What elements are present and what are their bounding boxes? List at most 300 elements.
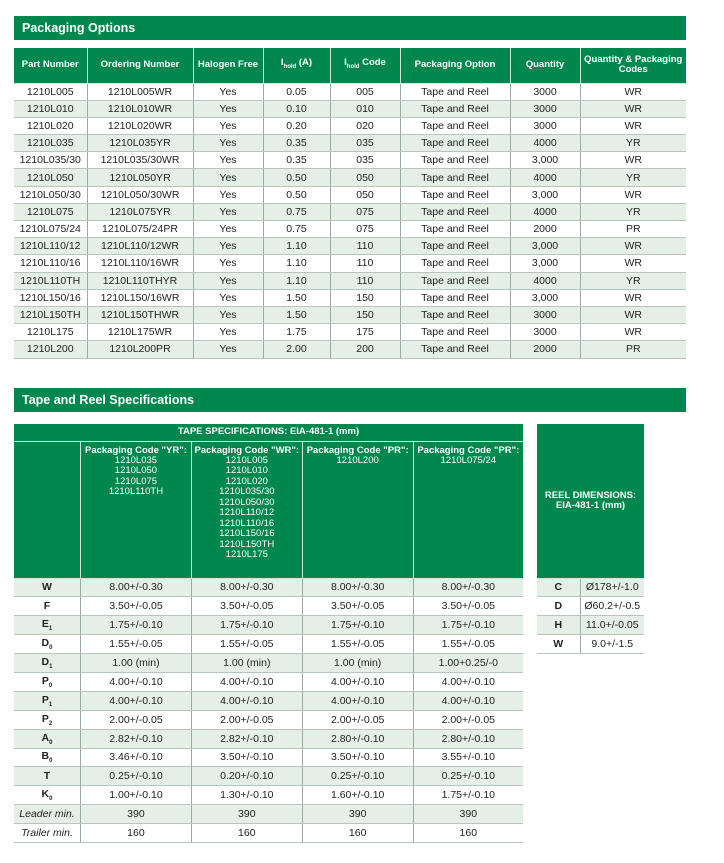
table-cell: YR [580, 272, 686, 289]
table-cell: WR [580, 83, 686, 100]
parameter-label [14, 805, 81, 824]
table-cell: 1.30+/-0.10 [191, 786, 302, 805]
table-cell: 1.55+/-0.05 [413, 635, 523, 654]
parameter-label: C [537, 578, 580, 597]
parameter-subscript: 0 [49, 758, 53, 765]
table-cell: 1.60+/-0.10 [302, 786, 413, 805]
table-row [14, 635, 523, 654]
table-cell: 1.75+/-0.10 [413, 786, 523, 805]
table-row [14, 672, 523, 691]
table-row [14, 221, 686, 238]
table-cell: 1210L050/30WR [87, 186, 193, 203]
table-cell: 0.50 [263, 186, 330, 203]
table-cell: WR [580, 152, 686, 169]
parameter-label [14, 597, 81, 616]
table-cell: 1210L150THWR [87, 306, 193, 323]
table-cell: 4000 [510, 203, 580, 220]
table-cell: 3000 [510, 306, 580, 323]
packaging-code-label: Packaging Code "YR": [84, 444, 187, 456]
table-cell: 0.25+/-0.10 [302, 767, 413, 786]
table-cell: 2.82+/-0.10 [81, 729, 192, 748]
part-number: 1210L035 [114, 454, 158, 466]
table-cell: Tape and Reel [400, 238, 510, 255]
table-cell: Yes [193, 152, 263, 169]
table-cell: 11.0+/-0.05 [580, 616, 644, 635]
part-number: 1210L050 [114, 465, 158, 476]
table-cell: 005 [330, 83, 400, 100]
table-row [14, 117, 686, 134]
table-cell: Yes [193, 117, 263, 134]
table-cell: 1.00+0.25/-0 [413, 654, 523, 673]
table-cell: YR [580, 203, 686, 220]
table-cell: Yes [193, 272, 263, 289]
table-cell: 1210L075/24PR [87, 221, 193, 238]
parameter-subscript: 2 [48, 720, 53, 727]
table-cell: 3,000 [510, 186, 580, 203]
table-cell: 1.75+/-0.10 [302, 616, 413, 635]
table-cell: Yes [193, 221, 263, 238]
table-cell: 3,000 [510, 255, 580, 272]
table-cell: Tape and Reel [400, 341, 510, 358]
table-cell: WR [580, 117, 686, 134]
table-cell: 1210L110/12 [14, 238, 87, 255]
table-cell: 1210L110/16WR [87, 255, 193, 272]
table-row [14, 324, 686, 341]
table-cell: 3000 [510, 83, 580, 100]
table-cell: WR [580, 238, 686, 255]
part-number: 1210L110/16 [219, 517, 275, 529]
table-cell: Yes [193, 169, 263, 186]
table-cell: 0.35 [263, 135, 330, 152]
table-cell: 0.20+/-0.10 [191, 767, 302, 786]
parameter-symbol: P [41, 693, 49, 706]
table-cell: 3.55+/-0.10 [413, 748, 523, 767]
table-cell: 390 [81, 805, 192, 824]
part-number: 1210L150TH [219, 538, 275, 550]
table-row [537, 578, 644, 597]
packaging-code-header [302, 441, 413, 578]
table-cell: 1210L075YR [87, 203, 193, 220]
table-row [14, 748, 523, 767]
table-cell: 1210L200 [14, 341, 87, 358]
table-cell: 1.75 [263, 324, 330, 341]
parameter-symbol: E [41, 618, 49, 631]
table-row [14, 691, 523, 710]
table-cell: Tape and Reel [400, 135, 510, 152]
table-cell: 3.50+/-0.05 [413, 597, 523, 616]
table-cell: WR [580, 306, 686, 323]
table-cell: 175 [330, 324, 400, 341]
parameter-symbol: Trailer min. [21, 827, 73, 840]
table-cell: 0.05 [263, 83, 330, 100]
part-number: 1210L005 [225, 454, 268, 466]
table-cell: YR [580, 169, 686, 186]
column-header: Packaging Option [400, 48, 510, 83]
table-cell: WR [580, 289, 686, 306]
table-cell: 0.25+/-0.10 [413, 767, 523, 786]
table-cell: 4.00+/-0.10 [413, 691, 523, 710]
table-cell: 1210L035/30WR [87, 152, 193, 169]
table-row [14, 710, 523, 729]
table-cell: 9.0+/-1.5 [580, 635, 644, 654]
table-row [14, 169, 686, 186]
table-cell: Ø178+/-1.0 [580, 578, 644, 597]
table-cell: 3.50+/-0.10 [191, 748, 302, 767]
table-cell: 1210L035/30 [14, 152, 87, 169]
table-cell: 1210L005 [14, 83, 87, 100]
table-cell: 4.00+/-0.10 [302, 672, 413, 691]
table-cell: 1.10 [263, 272, 330, 289]
table-cell: 1.00 (min) [81, 654, 192, 673]
table-cell: WR [580, 255, 686, 272]
parameter-symbol: P [41, 674, 49, 687]
parameter-label [14, 691, 81, 710]
table-row [14, 152, 686, 169]
column-header: $I_{hold}$ (A) [263, 48, 330, 83]
parameter-subscript: 0 [49, 796, 53, 803]
table-cell: 1210L110THYR [87, 272, 193, 289]
parameter-label [14, 824, 81, 843]
table-row [14, 654, 523, 673]
table-cell: 3.50+/-0.05 [302, 597, 413, 616]
table-cell: 1210L050 [14, 169, 87, 186]
table-cell: 2.00+/-0.05 [191, 710, 302, 729]
table-cell: 4.00+/-0.10 [191, 672, 302, 691]
parameter-symbol: Leader min. [19, 808, 75, 821]
reel-dimensions-table [537, 424, 644, 654]
table-cell: 3.46+/-0.10 [81, 748, 192, 767]
column-header: Quantity [510, 48, 580, 83]
table-cell: 1210L150/16WR [87, 289, 193, 306]
table-cell: 2.82+/-0.10 [191, 729, 302, 748]
table-cell: 160 [413, 824, 523, 843]
table-cell: 020 [330, 117, 400, 134]
table-cell: Tape and Reel [400, 306, 510, 323]
table-cell: Tape and Reel [400, 100, 510, 117]
table-cell: Yes [193, 341, 263, 358]
table-cell: 4.00+/-0.10 [302, 691, 413, 710]
parameter-symbol: D [41, 637, 50, 650]
table-cell: 110 [330, 272, 400, 289]
part-number: 1210L175 [225, 549, 268, 560]
table-cell: 1.00+/-0.10 [81, 786, 192, 805]
table-cell: 3000 [510, 117, 580, 134]
table-cell: Yes [193, 306, 263, 323]
table-cell: 1.75+/-0.10 [413, 616, 523, 635]
table-row [537, 616, 644, 635]
packaging-code-label: Packaging Code "PR": [417, 444, 520, 456]
table-row [14, 616, 523, 635]
table-cell: 3.50+/-0.05 [191, 597, 302, 616]
table-cell: Tape and Reel [400, 169, 510, 186]
table-cell: PR [580, 221, 686, 238]
parameter-label [14, 710, 81, 729]
table-cell: 1.55+/-0.05 [191, 635, 302, 654]
table-cell: WR [580, 324, 686, 341]
table-cell: 1210L150/16 [14, 289, 87, 306]
table-cell: Tape and Reel [400, 203, 510, 220]
table-cell: 4.00+/-0.10 [413, 672, 523, 691]
tape-reel-title: Tape and Reel Specifications [14, 388, 686, 412]
table-cell: Yes [193, 186, 263, 203]
table-cell: 0.10 [263, 100, 330, 117]
parameter-subscript: 1 [48, 626, 53, 633]
parameter-symbol: T [43, 770, 51, 783]
table-cell: 1210L150TH [14, 306, 87, 323]
parameter-subscript: 0 [49, 739, 53, 746]
table-cell: 3.50+/-0.10 [302, 748, 413, 767]
table-cell: 2.80+/-0.10 [413, 729, 523, 748]
parameter-subscript: 1 [49, 664, 53, 671]
table-cell: 390 [191, 805, 302, 824]
parameter-symbol: A [41, 731, 50, 744]
table-cell: 075 [330, 203, 400, 220]
table-cell: 035 [330, 135, 400, 152]
table-cell: 390 [302, 805, 413, 824]
parameter-label [14, 578, 81, 597]
table-cell: 8.00+/-0.30 [302, 578, 413, 597]
table-cell: 200 [330, 341, 400, 358]
column-header: Ordering Number [87, 48, 193, 83]
table-cell: Tape and Reel [400, 272, 510, 289]
table-cell: 050 [330, 169, 400, 186]
table-cell: 0.35 [263, 152, 330, 169]
table-row [14, 341, 686, 358]
packaging-code-header [413, 441, 523, 578]
part-number: 1210L110TH [108, 486, 164, 497]
part-number: 1210L010 [225, 465, 268, 476]
packaging-code-label: Packaging Code "WR": [194, 444, 300, 456]
table-row [14, 729, 523, 748]
column-header: Quantity & Packaging Codes [580, 48, 686, 83]
table-cell: 050 [330, 186, 400, 203]
table-cell: 4000 [510, 169, 580, 186]
table-cell: Tape and Reel [400, 324, 510, 341]
reel-header: REEL DIMENSIONS: EIA-481-1 (mm) [537, 424, 644, 578]
table-cell: Yes [193, 135, 263, 152]
parameter-label [14, 748, 81, 767]
parameter-subscript: 0 [48, 682, 53, 689]
table-cell: 2.00+/-0.05 [81, 710, 192, 729]
packaging-options-table [14, 48, 686, 359]
tape-spec-header: TAPE SPECIFICATIONS: EIA-481-1 (mm) [14, 424, 523, 441]
table-cell: 075 [330, 221, 400, 238]
table-cell: 1210L050/30 [14, 186, 87, 203]
table-cell: Yes [193, 255, 263, 272]
table-cell: 1210L020 [14, 117, 87, 134]
column-header: $I_{hold}$ Code [330, 48, 400, 83]
table-cell: Yes [193, 238, 263, 255]
table-cell: 8.00+/-0.30 [191, 578, 302, 597]
table-cell: 8.00+/-0.30 [81, 578, 192, 597]
table-cell: 0.75 [263, 203, 330, 220]
table-row [14, 786, 523, 805]
table-row [14, 289, 686, 306]
table-row [14, 272, 686, 289]
table-cell: 1210L075/24 [14, 221, 87, 238]
table-cell: PR [580, 341, 686, 358]
table-cell: 110 [330, 238, 400, 255]
parameter-symbol: F [43, 600, 51, 613]
table-cell: 1210L110TH [14, 272, 87, 289]
table-row [14, 238, 686, 255]
table-cell: 0.75 [263, 221, 330, 238]
table-cell: 1210L010WR [87, 100, 193, 117]
table-cell: 1.50 [263, 289, 330, 306]
column-header: Part Number [14, 48, 87, 83]
packaging-options-title: Packaging Options [14, 16, 686, 40]
table-cell: 3,000 [510, 289, 580, 306]
table-cell: WR [580, 100, 686, 117]
table-cell: 2.00+/-0.05 [302, 710, 413, 729]
table-cell: 4000 [510, 272, 580, 289]
packaging-code-label: Packaging Code "PR": [306, 444, 409, 456]
table-cell: 1.75+/-0.10 [81, 616, 192, 635]
table-cell: 1.75+/-0.10 [191, 616, 302, 635]
part-number: 1210L150/16 [219, 528, 275, 539]
table-cell: 160 [191, 824, 302, 843]
table-cell: 4.00+/-0.10 [81, 672, 192, 691]
parameter-label [14, 767, 81, 786]
table-cell: 150 [330, 289, 400, 306]
table-cell: 1210L200PR [87, 341, 193, 358]
parameter-label: H [537, 616, 580, 635]
table-cell: Tape and Reel [400, 289, 510, 306]
part-number: 1210L020 [225, 475, 268, 487]
table-cell: 3.50+/-0.05 [81, 597, 192, 616]
packaging-code-header [191, 441, 302, 578]
parameter-subscript: 0 [49, 645, 53, 652]
table-cell: 0.50 [263, 169, 330, 186]
table-row [14, 824, 523, 843]
table-cell: 1.55+/-0.05 [81, 635, 192, 654]
table-cell: 1.50 [263, 306, 330, 323]
table-cell: 1.55+/-0.05 [302, 635, 413, 654]
table-cell: 2.00 [263, 341, 330, 358]
table-cell: 1.00 (min) [191, 654, 302, 673]
table-cell: 390 [413, 805, 523, 824]
parameter-label: D [537, 597, 580, 616]
part-number: 1210L110/12 [219, 507, 275, 518]
table-cell: Tape and Reel [400, 152, 510, 169]
table-row [537, 635, 644, 654]
table-cell: 8.00+/-0.30 [413, 578, 523, 597]
table-cell: 035 [330, 152, 400, 169]
table-cell: 160 [302, 824, 413, 843]
table-cell: 2.00+/-0.05 [413, 710, 523, 729]
packaging-code-header [81, 441, 192, 578]
parameter-label [14, 672, 81, 691]
table-cell: 1210L035 [14, 135, 87, 152]
table-cell: 2.80+/-0.10 [302, 729, 413, 748]
table-cell: 3,000 [510, 238, 580, 255]
table-cell: 1210L035YR [87, 135, 193, 152]
table-cell: 4.00+/-0.10 [81, 691, 192, 710]
part-number: 1210L035/30 [219, 486, 275, 497]
parameter-label [14, 654, 81, 673]
part-number: 1210L050/30 [219, 496, 275, 508]
table-cell: 1.00 (min) [302, 654, 413, 673]
part-number: 1210L200 [336, 454, 379, 466]
table-row [14, 255, 686, 272]
parameter-symbol: W [42, 581, 52, 594]
table-cell: 1210L010 [14, 100, 87, 117]
table-cell: Ø60.2+/-0.5 [580, 597, 644, 616]
parameter-label [14, 616, 81, 635]
table-cell: Yes [193, 83, 263, 100]
parameter-label [14, 729, 81, 748]
table-cell: 1210L175WR [87, 324, 193, 341]
part-number: 1210L075 [114, 475, 158, 487]
table-cell: 1.10 [263, 238, 330, 255]
table-cell: 3000 [510, 100, 580, 117]
table-row [14, 100, 686, 117]
table-row [14, 306, 686, 323]
table-cell: Tape and Reel [400, 186, 510, 203]
table-row [14, 767, 523, 786]
parameter-symbol: K [41, 788, 50, 801]
table-cell: 4.00+/-0.10 [191, 691, 302, 710]
table-cell: 010 [330, 100, 400, 117]
table-cell: 150 [330, 306, 400, 323]
table-row [14, 83, 686, 100]
table-cell: WR [580, 186, 686, 203]
table-cell: Tape and Reel [400, 83, 510, 100]
parameter-symbol: P [41, 712, 49, 725]
table-cell: 1210L110/12WR [87, 238, 193, 255]
table-cell: 3,000 [510, 152, 580, 169]
table-row [14, 805, 523, 824]
table-cell: 1210L075 [14, 203, 87, 220]
table-cell: 0.20 [263, 117, 330, 134]
table-cell: 160 [81, 824, 192, 843]
table-row [14, 597, 523, 616]
table-cell: 0.25+/-0.10 [81, 767, 192, 786]
table-cell: 3000 [510, 324, 580, 341]
table-cell: 2000 [510, 341, 580, 358]
table-row [14, 203, 686, 220]
table-row [14, 578, 523, 597]
parameter-label: W [537, 635, 580, 654]
table-cell: Tape and Reel [400, 255, 510, 272]
table-cell: Tape and Reel [400, 117, 510, 134]
table-cell: Tape and Reel [400, 221, 510, 238]
table-cell: Yes [193, 203, 263, 220]
table-cell: 1210L110/16 [14, 255, 87, 272]
table-cell: Yes [193, 289, 263, 306]
table-row [14, 186, 686, 203]
parameter-symbol: B [41, 750, 50, 763]
table-cell: 1210L050YR [87, 169, 193, 186]
table-cell: Yes [193, 100, 263, 117]
tape-specifications-table [14, 424, 523, 843]
parameter-subscript: 1 [48, 701, 53, 708]
table-cell: Yes [193, 324, 263, 341]
column-header: Halogen Free [193, 48, 263, 83]
parameter-symbol: D [41, 655, 50, 668]
parameter-label [14, 635, 81, 654]
table-cell: YR [580, 135, 686, 152]
table-row [537, 597, 644, 616]
table-cell: 110 [330, 255, 400, 272]
table-cell: 1210L020WR [87, 117, 193, 134]
table-cell: 1.10 [263, 255, 330, 272]
blank-header [14, 441, 81, 578]
table-cell: 1210L175 [14, 324, 87, 341]
table-cell: 4000 [510, 135, 580, 152]
table-cell: 2000 [510, 221, 580, 238]
part-number: 1210L075/24 [440, 454, 497, 466]
